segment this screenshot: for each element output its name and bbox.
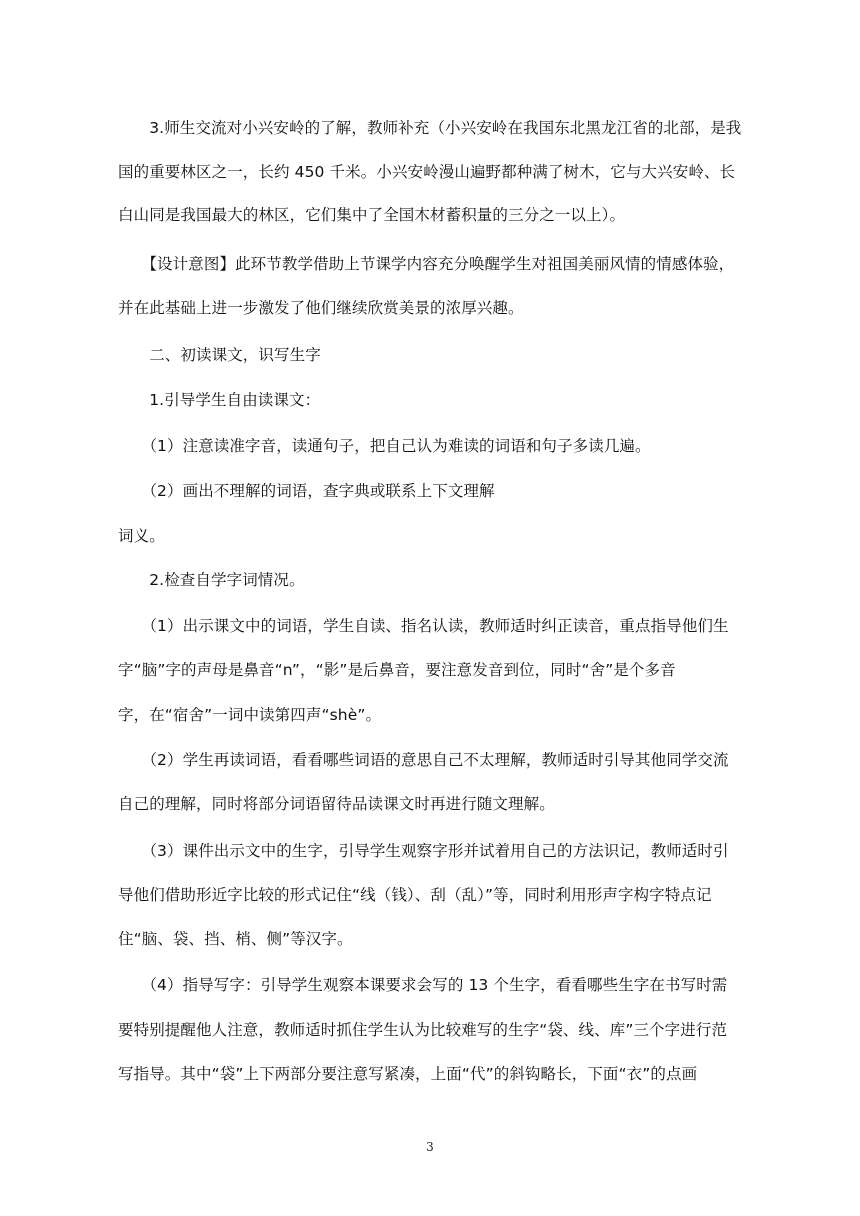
- text-line: 2.检查自学字词情况。: [118, 571, 305, 589]
- page-number: 3: [426, 1140, 434, 1154]
- text-line: 自己的理解，同时将部分词语留待品读课文时再进行随文理解。: [118, 795, 555, 813]
- text-line: 白山同是我国最大的林区，它们集中了全国木材蓄积量的三分之一以上）。: [118, 206, 626, 224]
- text-line: 字“脑”字的声母是鼻音“n”，“影”是后鼻音，要注意发音到位，同时“舍”是个多音: [118, 661, 676, 679]
- text-line: （2）画出不理解的词语，查字典或联系上下文理解: [118, 482, 495, 500]
- text-line: 【设计意图】此环节教学借助上节课学内容充分唤醒学生对祖国美丽风情的情感体验，: [118, 255, 735, 273]
- text-line: 并在此基础上进一步激发了他们继续欣赏美景的浓厚兴趣。: [118, 299, 524, 317]
- text-line: （1）注意读准字音，读通句子，把自己认为难读的词语和句子多读几遍。: [118, 437, 651, 455]
- section-heading: 二、初读课文，识写生字: [118, 346, 321, 364]
- text-line: 字，在“宿舍”一词中读第四声“shè”。: [118, 706, 382, 724]
- text-line: （2）学生再读词语，看看哪些词语的意思自己不太理解，教师适时引导其他同学交流: [118, 751, 729, 769]
- text-line: （3）课件出示文中的生字，引导学生观察字形并试着用自己的方法识记，教师适时引: [118, 842, 729, 860]
- text-line: 3.师生交流对小兴安岭的了解，教师补充（小兴安岭在我国东北黑龙江省的北部，是我: [118, 119, 742, 137]
- text-line: （4）指导写字：引导学生观察本课要求会写的 13 个生字，看看哪些生字在书写时需: [118, 976, 728, 994]
- text-line: 导他们借助形近字比较的形式记住“线（钱）、刮（乱）”等，同时利用形声字构字特点记: [118, 886, 712, 904]
- text-line: （1）出示课文中的词语，学生自读、指名认读，教师适时纠正读音，重点指导他们生: [118, 617, 729, 635]
- text-line: 写指导。其中“袋”上下两部分要注意写紧凑，上面“代”的斜钩略长，下面“衣”的点画: [118, 1065, 698, 1083]
- text-line: 住“脑、袋、挡、梢、侧”等汉字。: [118, 930, 353, 948]
- text-line: 1.引导学生自由读课文：: [118, 391, 321, 409]
- text-line: 要特别提醒他人注意，教师适时抓住学生认为比较难写的生字“袋、线、库”三个字进行范: [118, 1021, 728, 1039]
- text-line: 词义。: [118, 527, 165, 545]
- text-line: 国的重要林区之一，长约 450 千米。小兴安岭漫山遍野都种满了树木，它与大兴安岭、长: [118, 163, 736, 181]
